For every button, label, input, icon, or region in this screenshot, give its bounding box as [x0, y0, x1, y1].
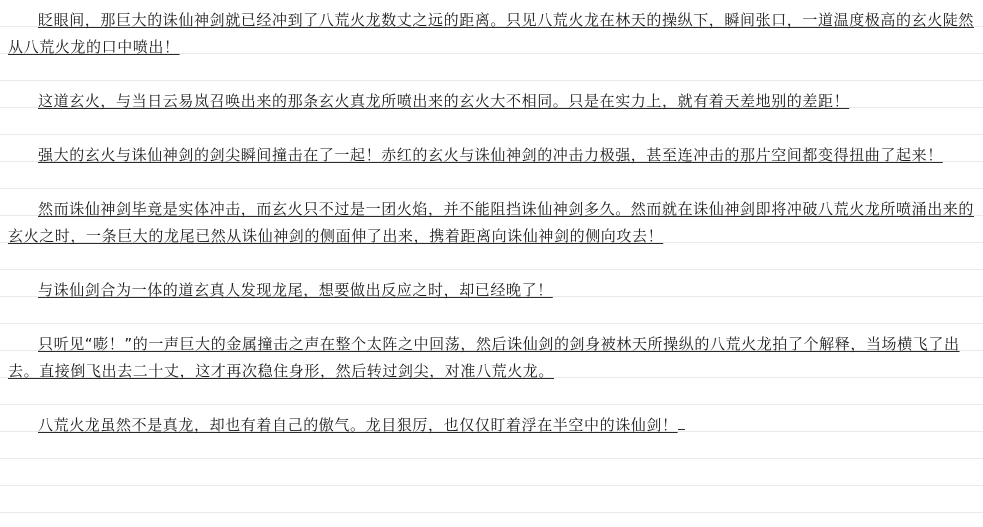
paragraph-last [8, 412, 975, 439]
paragraph: 然而诛仙神剑毕竟是实体冲击，而玄火只不过是一团火焰，并不能阻挡诛仙神剑多久。然而就在诛仙神剑即将冲破八荒火龙所喷涌出来的玄火之时，一条巨大的龙尾已然从诛仙神剑的侧面伸了出来，携着距离向诛仙神剑的侧向攻去！ [8, 200, 975, 245]
paragraph: 与诛仙剑合为一体的道玄真人发现龙尾，想要做出反应之时，却已经晚了！ [38, 281, 553, 299]
paragraph: 这道玄火，与当日云易岚召唤出来的那条玄火真龙所喷出来的玄火大不相同。只是在实力上，就有着天差地别的差距！ [38, 92, 850, 110]
paragraph-text: 八荒火龙虽然不是真龙，却也有着自己的傲气。龙目狠厉，也仅仅盯着浮在半空中的诛仙剑！ [38, 416, 678, 434]
paragraph: 强大的玄火与诛仙神剑的剑尖瞬间撞击在了一起！赤红的玄火与诛仙神剑的冲击力极强，甚至连冲击的那片空间都变得扭曲了起来！ [38, 146, 943, 164]
text-cursor [678, 429, 685, 430]
paragraph: 只听见“嘭！”的一声巨大的金属撞击之声在整个太阵之中回荡，然后诛仙剑的剑身被林天所操纵的八荒火龙拍了个解释，当场横飞了出去。直接倒飞出去二十丈，这才再次稳住身形，然后转过剑尖，对准八荒火龙。 [8, 335, 960, 380]
paragraph: 眨眼间，那巨大的诛仙神剑就已经冲到了八荒火龙数丈之远的距离。只见八荒火龙在林天的操纵下，瞬间张口，一道温度极高的玄火陡然从八荒火龙的口中喷出！ [8, 11, 975, 56]
